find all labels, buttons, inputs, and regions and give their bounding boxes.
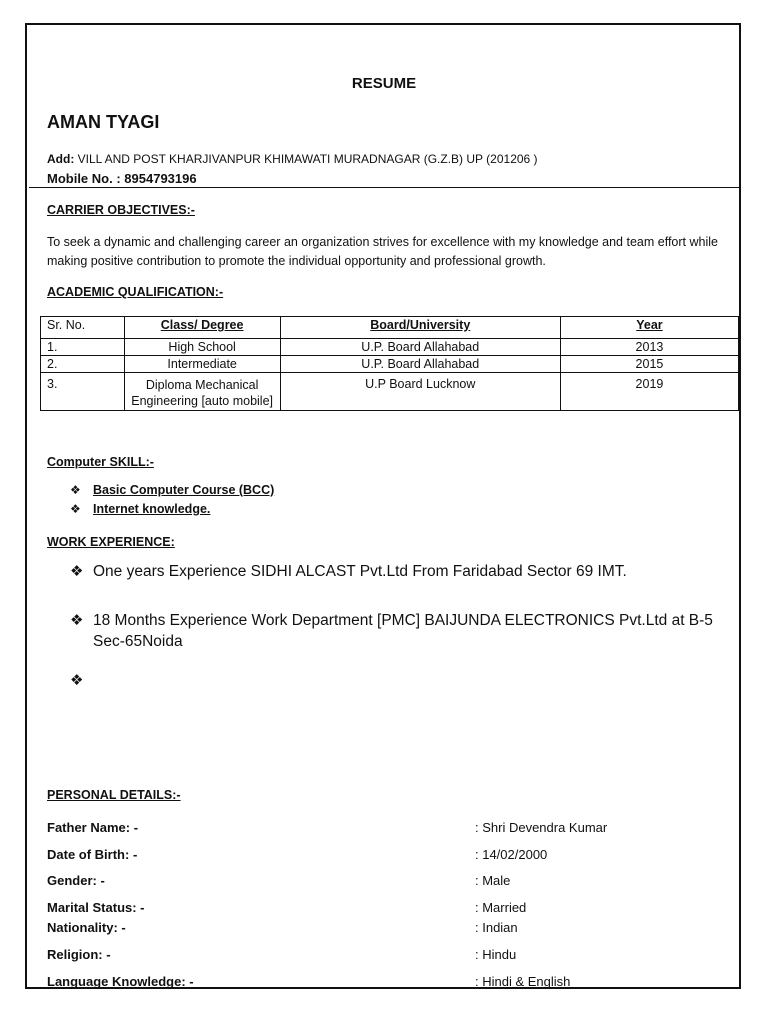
header-divider xyxy=(29,187,739,188)
table-cell: High School xyxy=(124,339,280,356)
table-cell: 1. xyxy=(41,339,125,356)
father-name-value: : Shri Devendra Kumar xyxy=(475,820,608,835)
work-heading: WORK EXPERIENCE: xyxy=(47,535,175,549)
father-name-label: Father Name: - xyxy=(47,820,139,835)
gender-value: : Male xyxy=(475,873,511,888)
column-header-year: Year xyxy=(560,317,738,339)
diamond-bullet-icon: ❖ xyxy=(70,483,81,497)
candidate-name: AMAN TYAGI xyxy=(47,112,160,132)
address-line xyxy=(47,152,538,166)
table-header-row xyxy=(41,317,739,339)
diamond-bullet-icon: ❖ xyxy=(70,563,84,580)
list-item xyxy=(70,610,713,652)
list-item xyxy=(70,561,713,582)
nationality-value: : Indian xyxy=(475,920,518,935)
table-cell: 3. xyxy=(41,373,125,411)
table-cell: Intermediate xyxy=(124,356,280,373)
column-header-class: Class/ Degree xyxy=(124,317,280,339)
nationality-label: Nationality: - xyxy=(47,920,126,935)
table-cell: 2019 xyxy=(560,373,738,411)
language-label: Language Knowledge: - xyxy=(47,974,194,989)
skill-label: Basic Computer Course (BCC) xyxy=(93,483,275,497)
marital-status-label: Marital Status: - xyxy=(47,900,145,915)
mobile-line xyxy=(47,171,197,186)
academic-table xyxy=(40,316,739,411)
list-item xyxy=(70,483,274,497)
diamond-bullet-icon: ❖ xyxy=(70,502,81,516)
language-value: : Hindi & English xyxy=(475,974,571,989)
marital-status-value: : Married xyxy=(475,900,527,915)
skill-label: Internet knowledge. xyxy=(93,502,211,516)
table-cell: 2013 xyxy=(560,339,738,356)
objectives-heading: CARRIER OBJECTIVES:- xyxy=(47,203,195,217)
table-row xyxy=(41,339,739,356)
address-label: Add: xyxy=(47,152,75,166)
list-item xyxy=(70,502,210,516)
table-cell: 2. xyxy=(41,356,125,373)
table-row xyxy=(41,373,739,411)
table-row xyxy=(41,356,739,373)
religion-value: : Hindu xyxy=(475,947,517,962)
mobile-value: 8954793196 xyxy=(124,171,197,186)
work-entry: 18 Months Experience Work Department [PMC] BAIJUNDA ELECTRONICS Pvt.Ltd at B-5 Sec-65Noida xyxy=(93,612,713,650)
dob-value: : 14/02/2000 xyxy=(475,847,548,862)
table-cell: 2015 xyxy=(560,356,738,373)
column-header-sr-no: Sr. No. xyxy=(41,317,125,339)
table-cell: Diploma Mechanical Engineering [auto mobile] xyxy=(124,373,280,411)
document-title: RESUME xyxy=(351,75,417,92)
diamond-bullet-icon: ❖ xyxy=(70,612,84,629)
list-item xyxy=(70,670,713,691)
table-cell: U.P. Board Allahabad xyxy=(280,356,560,373)
diamond-bullet-icon: ❖ xyxy=(70,672,84,689)
table-cell: U.P. Board Allahabad xyxy=(280,339,560,356)
skills-heading: Computer SKILL:- xyxy=(47,455,154,469)
dob-label: Date of Birth: - xyxy=(47,847,138,862)
mobile-label: Mobile No. : xyxy=(47,171,121,186)
religion-label: Religion: - xyxy=(47,947,111,962)
address-value: VILL AND POST KHARJIVANPUR KHIMAWATI MURADNAGAR (G.Z.B) UP (201206 ) xyxy=(77,152,538,166)
gender-label: Gender: - xyxy=(47,873,105,888)
objectives-text: To seek a dynamic and challenging career an organization strives for excellence with my knowledge and team effort while making positive contribution to promote the individual opportunity and professional growth. xyxy=(47,235,718,268)
personal-heading: PERSONAL DETAILS:- xyxy=(47,788,181,802)
table-cell: U.P Board Lucknow xyxy=(280,373,560,411)
work-entry: One years Experience SIDHI ALCAST Pvt.Ltd From Faridabad Sector 69 IMT. xyxy=(93,563,627,580)
column-header-board: Board/University xyxy=(280,317,560,339)
academic-heading: ACADEMIC QUALIFICATION:- xyxy=(47,285,224,299)
